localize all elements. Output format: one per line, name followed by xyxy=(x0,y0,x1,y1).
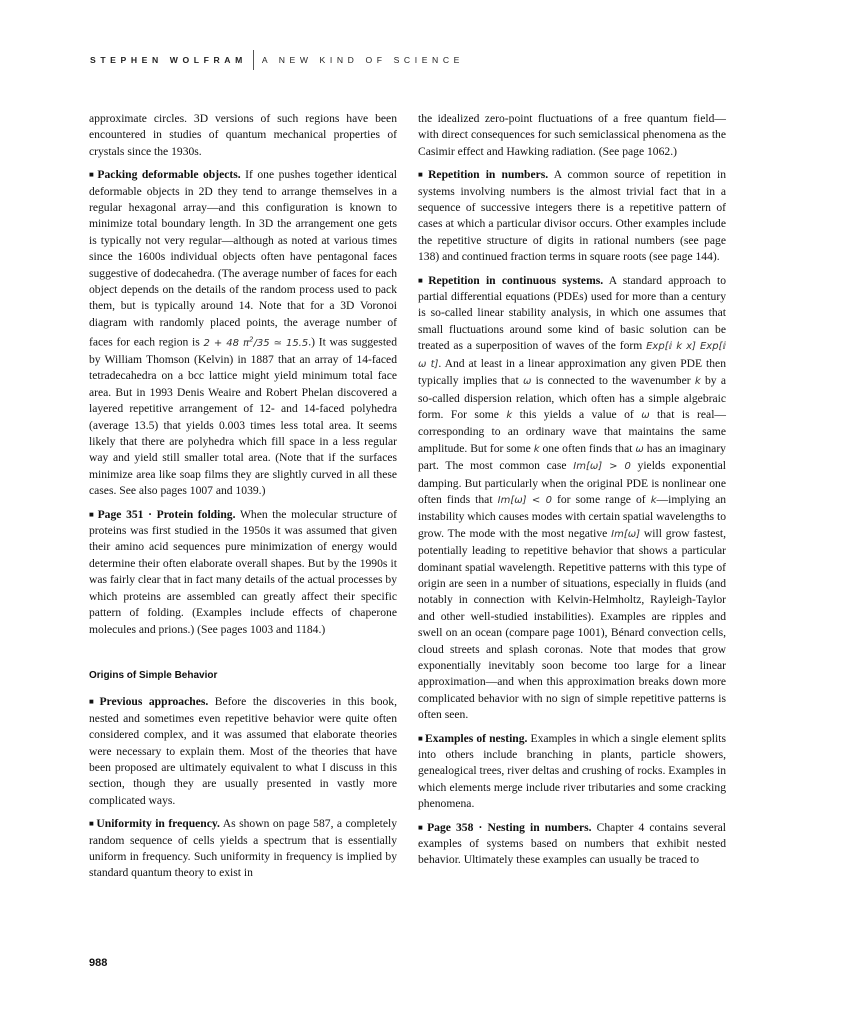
math-expression xyxy=(203,335,309,349)
math-expression: k xyxy=(506,409,513,421)
bullet-icon: ■ xyxy=(89,509,96,519)
math-part: /35 ≃ 15.5 xyxy=(253,337,309,349)
paragraph xyxy=(418,820,726,869)
math-expression: ω xyxy=(635,443,644,455)
header-divider xyxy=(253,50,254,70)
section-title: Origins of Simple Behavior xyxy=(89,669,218,681)
paragraph xyxy=(418,167,726,265)
paragraph-text: . And at least in a linear approximation any given PDE then typically implies that xyxy=(418,356,726,388)
paragraph-text: will grow fastest, potentially leading to repetitive behavior that shows a particular dominant spatial wavelength. Repetitive patterns with this type of origin are seen in a number of situations, especially in fluids (and notably in connection with Kelvin-Helmholtz, Rayleigh-Taylor and other well-studied instabilities). Examples are ripples and swell on an ocean (compare page 1001), Bénard convection cells, cloud streets and splash coronas. Note that modes that grow exponentially inevitably soon become too large for a linear approximation—and when this approximation breaks down more complicated behavior with no sign of simple repetitive patterns is often seen. xyxy=(418,526,726,722)
paragraph-lead: Repetition in numbers. xyxy=(428,168,549,182)
bullet-icon: ■ xyxy=(418,822,426,832)
math-expression: Im[ω] xyxy=(611,528,641,540)
paragraph xyxy=(89,111,397,160)
paragraph-text: one often finds that xyxy=(539,441,636,455)
math-part: 2 + 48 π xyxy=(203,337,250,349)
bullet-icon: ■ xyxy=(89,697,98,707)
paragraph-text: this yields a value of xyxy=(512,407,642,421)
paragraph-lead: Page 358 · Nesting in numbers. xyxy=(427,820,592,834)
paragraph-text: If one pushes together identical deformable objects in 2D they tend to arrange themselves in a regular hexagonal array—and this configuration is known to minimize total boundary length. In 3D the arrangement one gets is typically not very regular—although as noted at various times since the 1600s individual objects often have pentagonal faces suggestive of dodecahedra. (The average number of faces for each object depends on the details of the random process used to pack them, but is typically around 14. Note that for a 3D Voronoi diagram with randomly placed points, the average number of faces for each region is xyxy=(89,168,397,349)
math-expression: k xyxy=(650,494,657,506)
math-expression: Im[ω] < 0 xyxy=(497,494,552,506)
paragraph-lead: Previous approaches. xyxy=(99,695,209,709)
paragraph-lead: Examples of nesting. xyxy=(425,731,528,745)
paragraph-text: .) It was suggested by William Thomson (Kelvin) in 1887 that an array of 14-faced tetradecahedra on a bcc lattice might yield minimum total face area. But in 1993 Denis Weaire and Robert Phelan discovered a layered repetitive arrangement of 12- and 14-faced polyhedra (average 13.5) that yields 0.003 times less total area. It seems likely that there are polyhedra which fill space in a less regular way and yield still smaller total area. (Note that if the surfaces minimize area like soap films they are slightly curved in all these cases. See also pages 1007 and 1039.) xyxy=(89,335,397,498)
paragraph xyxy=(418,111,726,160)
paragraph xyxy=(418,731,726,813)
paragraph-text: has an imaginary part. The most common case xyxy=(418,441,726,473)
paragraph-text: the idealized zero-point fluctuations of a free quantum field—with direct consequences for such semiclassical phenomena as the Casimir effect and Hawking radiation. (See page 1062.) xyxy=(418,112,726,158)
paragraph xyxy=(89,816,397,882)
paragraph-text: that is real—corresponding to an ordinary wave that maintains the same amplitude. But for some xyxy=(418,407,727,455)
bullet-icon: ■ xyxy=(418,170,427,180)
paragraph xyxy=(89,507,397,638)
math-expression: ω xyxy=(522,376,532,388)
bullet-icon: ■ xyxy=(89,819,95,829)
left-column xyxy=(89,111,397,889)
bullet-icon: ■ xyxy=(418,733,423,743)
page-number: 988 xyxy=(89,957,108,969)
paragraph-text: by a so-called dispersion relation, which often has a simple algebraic form. For some xyxy=(418,374,726,421)
paragraph-lead: Page 351 · Protein folding. xyxy=(97,507,236,521)
paragraph-text: for some range of xyxy=(551,492,651,506)
paragraph-text: Examples in which a single element splits into others include branching in plants, particle showers, genealogical trees, river deltas and crushing of rocks. Examples in which elements merge include river tributaries and some cracking phenomena. xyxy=(418,731,726,811)
paragraph xyxy=(418,273,726,724)
paragraph-text: is connected to the wavenumber xyxy=(531,374,695,388)
math-expression: k xyxy=(694,376,701,388)
running-header xyxy=(90,49,464,71)
paragraph xyxy=(89,167,397,499)
paragraph-text: Before the discoveries in this book, nested and sometimes even repetitive behavior were quite often considered complex, and it was assumed that elaborate theories were necessary to explain them. Most of the theories that have been proposed are ultimately equivalent to what I discuss in this section, though they are usually presented in vastly more complicated ways. xyxy=(89,695,397,807)
paragraph xyxy=(89,694,397,809)
paragraph-text: When the molecular structure of proteins was first studied in the 1950s it was assumed that given their amino acid sequences pure minimization of energy would determine their often elaborate overall shapes. But by the 1990s it was fairly clear that in fact many details of the actual processes by which proteins are assembled can greatly affect their specific pattern of folding. (Examples include effects of chaperone molecules and prions.) (See pages 1003 and 1184.) xyxy=(89,507,397,636)
paragraph-text: A common source of repetition in systems involving numbers is the almost trivial fact that in a sequence of successive integers there is a repetitive pattern of cases at which a particular divisor occurs. Other examples include the repetitive structure of digits in rational numbers (see page 138) and continued fraction terms in square roots (see page 144). xyxy=(418,168,726,264)
paragraph-lead: Packing deformable objects. xyxy=(97,168,241,182)
paragraph-text: As shown on page 587, a completely random sequence of cells yields a spectrum that is essentially uniform in frequency. Such uniformity in frequency is implied by standard quantum theory to exist in xyxy=(89,817,398,880)
math-expression: Exp[ⅈ k x] Exp[ⅈ ω t] xyxy=(418,341,726,370)
paragraph-text: Chapter 4 contains several examples of systems based on numbers that exhibit nested behavior. Ultimately these examples can usually be traced to xyxy=(418,820,726,867)
paragraph-lead: Repetition in continuous systems. xyxy=(428,273,604,287)
header-author: STEPHEN WOLFRAM xyxy=(90,55,247,65)
bullet-icon: ■ xyxy=(418,275,427,285)
header-book-title: A NEW KIND OF SCIENCE xyxy=(261,55,464,65)
math-expression: k xyxy=(533,443,540,455)
paragraph-text: approximate circles. 3D versions of such regions have been encountered in studies of quantum mechanical properties of crystals since the 1930s. xyxy=(89,112,397,158)
math-expression: ω xyxy=(641,409,650,421)
paragraph-text: yields exponential damping. But particularly when the original PDE is nonlinear one often finds that xyxy=(418,459,727,506)
right-column xyxy=(418,111,726,876)
math-superscript: 2 xyxy=(249,335,254,344)
paragraph-lead: Uniformity in frequency. xyxy=(96,817,220,831)
math-expression: Im[ω] > 0 xyxy=(573,461,631,473)
paragraph-text: —implying an instability which causes modes with certain spatial wavelengths to grow. The mode with the most negative xyxy=(418,492,727,540)
paragraph-text: A standard approach to partial differential equations (PDEs) used for more than a century is so-called linear stability analysis, in which one assumes that small fluctuations around some kind of basic solution can be treated as a superposition of waves of the form xyxy=(418,273,726,353)
bullet-icon: ■ xyxy=(89,170,96,180)
